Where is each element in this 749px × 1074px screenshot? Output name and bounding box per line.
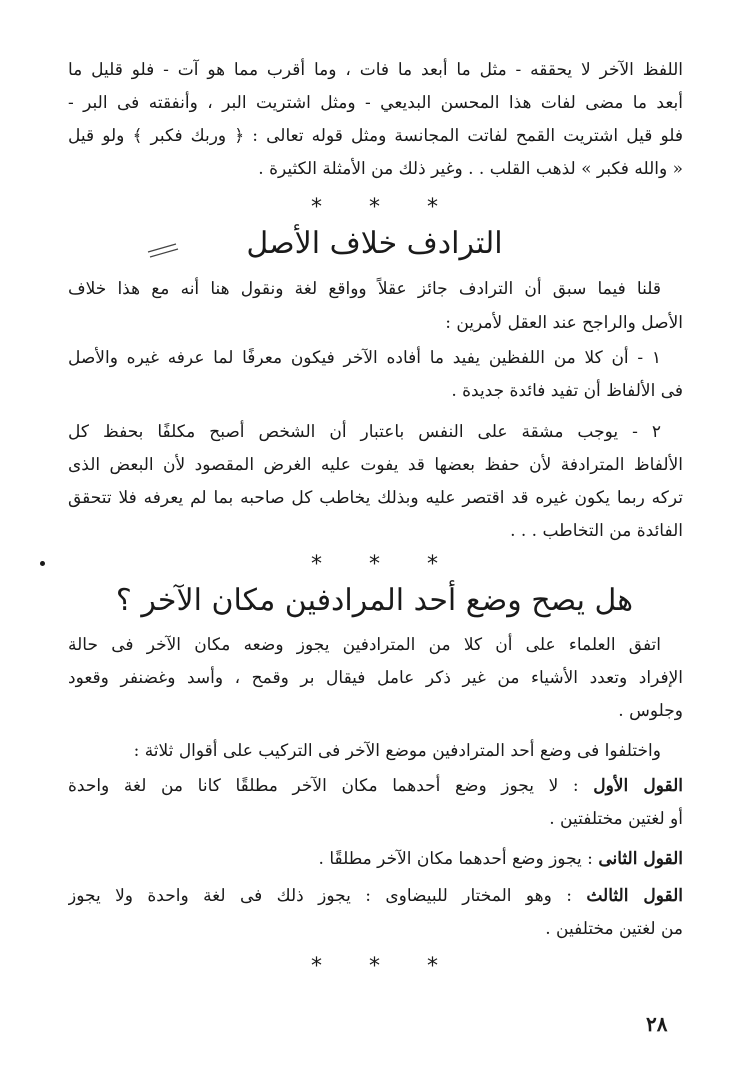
text-line: من لغتين مختلفين . [545, 919, 683, 939]
opinion-one-text: : لا يجوز وضع أحدهما مكان الآخر مطلقًا كانا من لغة واحدة [68, 776, 594, 796]
text-line: الألفاظ المترادفة لأن حفظ بعضها قد يفوت عليه الغرض المقصود لأن البعض الذى [68, 455, 683, 475]
text-line: فى الألفاظ أن تفيد فائدة جديدة . [451, 381, 683, 401]
section-separator: * * * [311, 954, 458, 979]
text-line: الإفراد وتعدد الأشياء من غير ذكر عامل فيقال بر وقمح ، وأسد وغضنفر وقعود [68, 668, 683, 688]
text-line: أو لغتين مختلفتين . [549, 809, 683, 829]
text-line: قلنا فيما سبق أن الترادف جائز عقلاً وواقع لغة ونقول هنا أنه مع هذا خلاف [68, 279, 662, 299]
section-heading: هل يصح وضع أحد المرادفين مكان الآخر ؟ [115, 583, 634, 618]
text-line: ٢ - يوجب مشقة على النفس باعتبار أن الشخص أصبح مكلفًا بحفظ كل [68, 422, 661, 442]
opinion-one-label: القول الأول [593, 776, 683, 796]
text-line: تركه ربما يكون غيره قد اقتصر عليه وبذلك يخاطب كل صاحبه بما لم يعرفه فلا تتحقق [68, 488, 683, 508]
text-line: اتفق العلماء على أن كلا من المترادفين يجوز وضعه مكان الآخر فى حالة [68, 635, 661, 655]
opinion-two-text: : يجوز وضع أحدهما مكان الآخر مطلقًا . [318, 849, 599, 869]
text-line: أبعد ما مضى لفات هذا المحسن البديعي - ومثل اشتريت البر ، وأنفقته فى البر - [68, 93, 683, 113]
section-heading: الترادف خلاف الأصل [246, 226, 503, 261]
text-line: ١ - أن كلا من اللفظين يفيد ما أفاده الآخر فيكون معرفًا لما عرفه غيره والأصل [68, 348, 661, 368]
opinion-two [68, 847, 683, 873]
text-line: فلو قيل اشتريت القمح لفاتت المجانسة ومثل قوله تعالى : ﴿ وربك فكبر ﴾ ولو قيل [68, 126, 683, 146]
opinion-three-label: القول الثالث [586, 886, 683, 906]
text-line: الأصل والراجح عند العقل لأمرين : [445, 313, 683, 333]
pen-mark [146, 240, 180, 260]
text-line: « والله فكبر » لذهب القلب . . وغير ذلك من الأمثلة الكثيرة . [258, 159, 683, 179]
section-separator: * * * [311, 552, 458, 577]
text-line: وجلوس . [618, 701, 683, 721]
opinion-three [68, 884, 683, 910]
opinion-two-label: القول الثانى [598, 849, 683, 869]
text-line: واختلفوا فى وضع أحد المترادفين موضع الآخر فى التركيب على أقوال ثلاثة : [133, 741, 661, 761]
section-separator: * * * [311, 195, 458, 220]
opinion-three-text: : وهو المختار للبيضاوى : يجوز ذلك فى لغة واحدة ولا يجوز [68, 886, 587, 906]
text-line: اللفظ الآخر لا يحققه - مثل ما أبعد ما فات ، وما أقرب مما هو آت - فلو قليل ما [68, 60, 683, 80]
text-line: الفائدة من التخاطب . . . [510, 521, 683, 541]
opinion-one [68, 774, 683, 800]
page-number: ٢٨ [646, 1012, 668, 1036]
